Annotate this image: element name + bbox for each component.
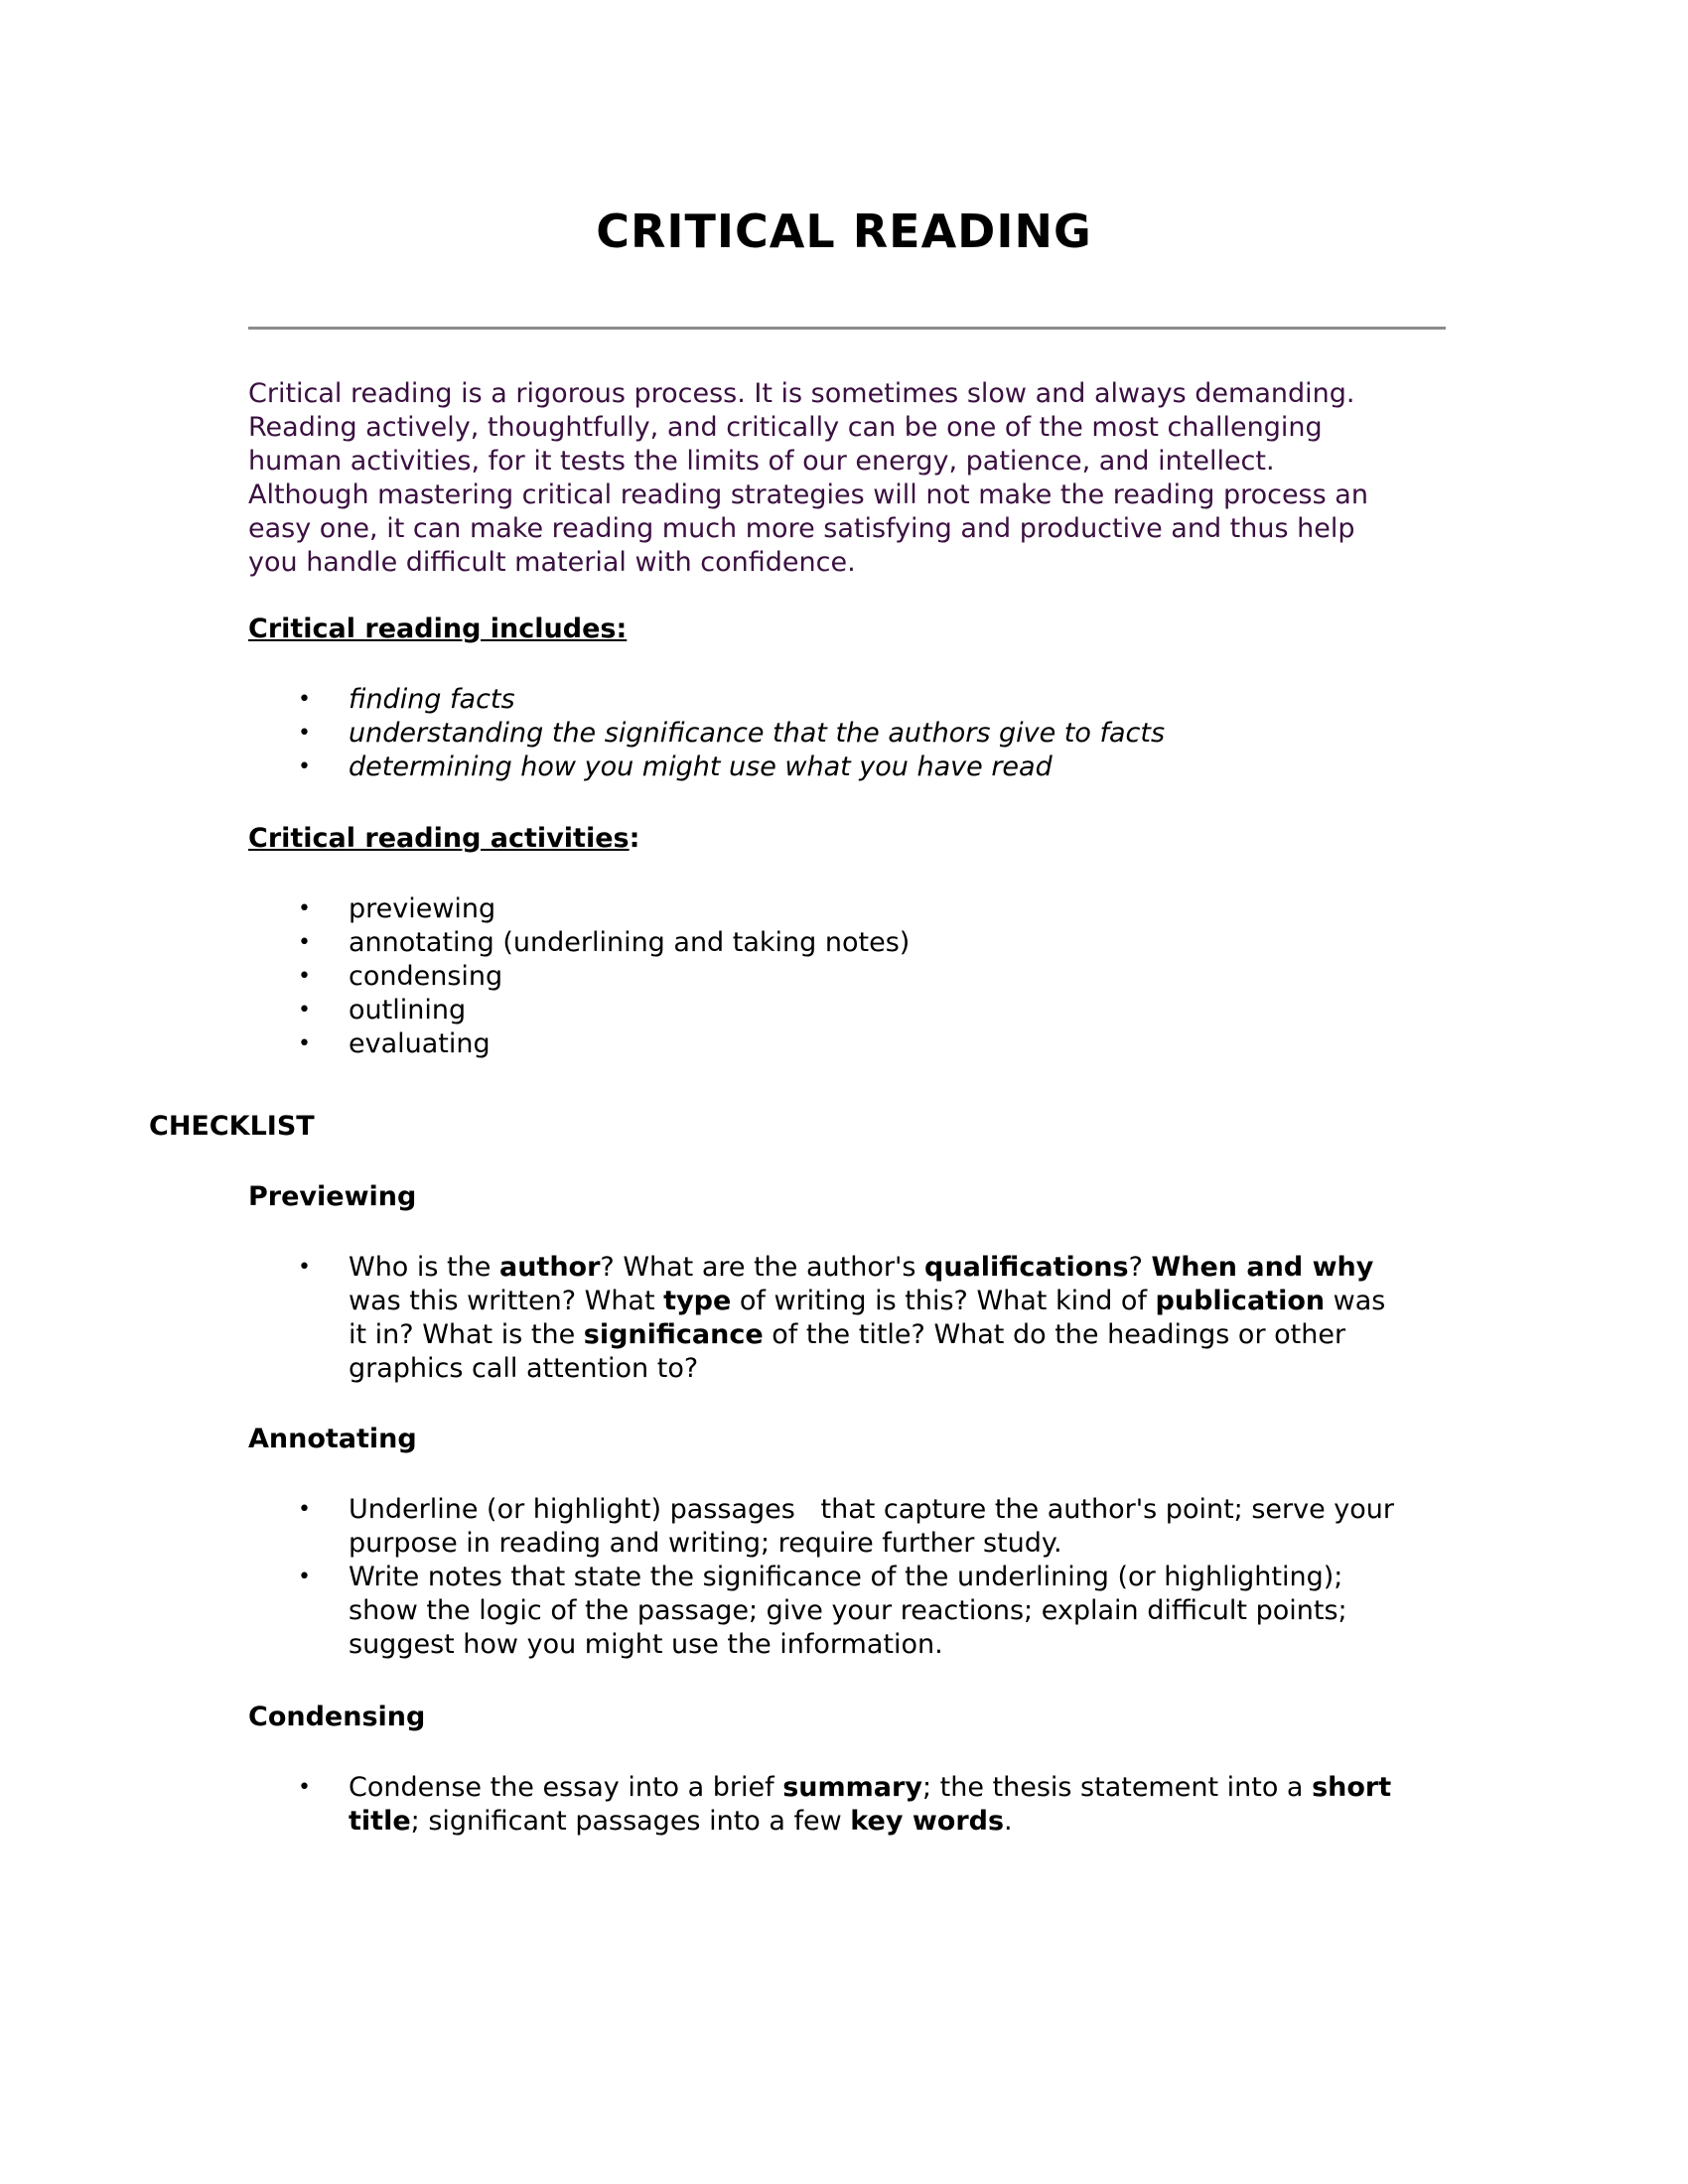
previewing-heading: Previewing [248,1181,417,1212]
includes-heading [248,613,627,646]
bullet-icon: • [298,1565,311,1589]
bullet-icon: • [298,998,311,1023]
intro-line: human activities, for it tests the limits of our energy, patience, and intellect. [248,446,1275,477]
list-item: • Who is the author? What are the author's qualifications? When and why was this written? What type of writing is this? What kind of publication was it in? What is the significance of the title? What do the headings or other graphics call attention to? [298,1252,1386,1384]
bullet-icon: • [298,1255,311,1280]
includes-heading-text: Critical reading includes: [248,614,628,644]
list-item: • evaluating [298,1028,491,1059]
intro-line: Although mastering critical reading strategies will not make the reading process an [248,479,1368,510]
activities-heading-colon: : [629,823,640,854]
bullet-icon: • [298,687,311,712]
list-item: • previewing [298,893,496,924]
includes-list [248,683,1470,784]
bullet-icon: • [298,1775,311,1800]
horizontal-rule [248,327,1446,330]
list-item: • annotating (underlining and taking notes) [298,927,911,958]
list-item: • understanding the significance that the authors give to facts [298,718,1166,749]
list-item: • condensing [298,961,503,992]
intro-line: you handle difficult material with confidence. [248,547,856,578]
annotating-list [248,1493,1470,1662]
condensing-heading: Condensing [248,1702,426,1732]
bullet-icon: • [298,754,311,779]
list-item: • outlining [298,995,467,1025]
bullet-icon: • [298,721,311,746]
intro-line: easy one, it can make reading much more satisfying and productive and thus help [248,513,1355,544]
list-item: • determining how you might use what you have read [298,751,1053,782]
condensing-list [248,1771,1470,1839]
list-item: • Write notes that state the significance of the underlining (or highlighting); show the logic of the passage; give your reactions; explain difficult points; suggest how you might use the information. [298,1562,1347,1660]
list-item: • Condense the essay into a brief summary; the thesis statement into a short title; significant passages into a few key words. [298,1772,1392,1837]
activities-heading [248,822,639,856]
list-item: • Underline (or highlight) passages that capture the author's point; serve your purpose in reading and writing; require further study. [298,1494,1394,1559]
list-item: • finding facts [298,684,515,715]
annotating-heading: Annotating [248,1424,417,1454]
bullet-icon: • [298,1497,311,1522]
checklist-heading: CHECKLIST [149,1111,315,1142]
previewing-list [248,1251,1470,1386]
bullet-icon: • [298,896,311,921]
intro-paragraph [248,377,1470,580]
bullet-icon: • [298,930,311,955]
bullet-icon: • [298,1031,311,1056]
intro-line: Critical reading is a rigorous process. It is sometimes slow and always demanding. [248,378,1355,409]
intro-line: Reading actively, thoughtfully, and critically can be one of the most challenging [248,412,1323,443]
activities-list [248,892,1470,1061]
page-title: CRITICAL READING [596,205,1092,258]
bullet-icon: • [298,964,311,989]
activities-heading-text: Critical reading activities [248,823,630,854]
